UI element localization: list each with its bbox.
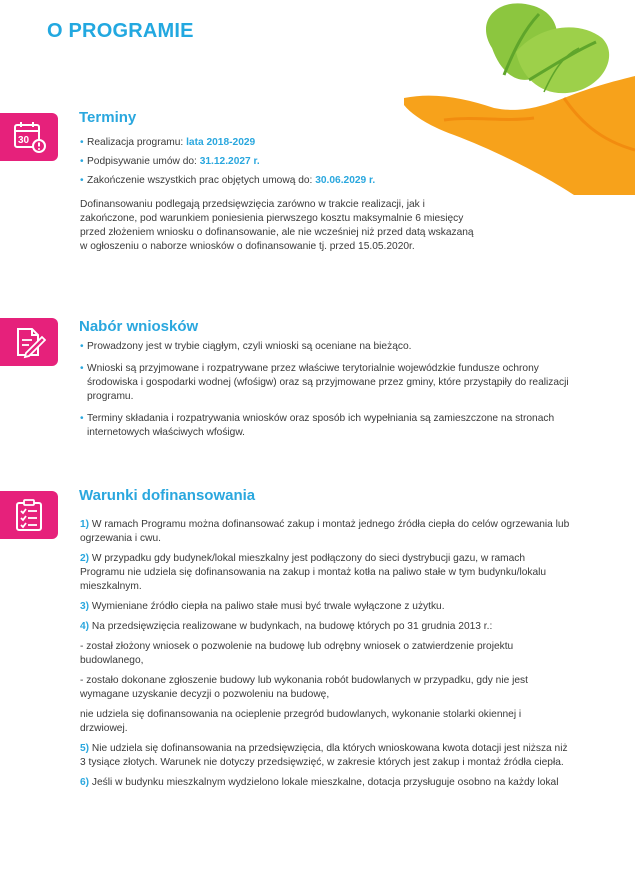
calendar-alert-icon (0, 113, 58, 161)
list-item: 1) W ramach Programu można dofinansować zakup i montaż jednego źródła ciepła do celów ogrzewania lub ogrzewania i cwu. (80, 519, 570, 544)
list-item: 6) Jeśli w budynku mieszkalnym wydzielono lokale mieszkalne, dotacja przysługuje osobno na każdy lokal (80, 777, 559, 788)
list-item: 3) Wymieniane źródło ciepła na paliwo stałe musi być trwale wyłączone z użytku. (80, 601, 445, 612)
warunki-list (80, 518, 570, 796)
list-item: 2) W przypadku gdy budynek/lokal mieszkalny jest podłączony do sieci dystrybucji gazu, w ramach Programu nie udziela się dofinansowania na zakup i montaż kotła na paliwo stałe w tym budynku/lokalu mieszkalnym. (80, 553, 547, 592)
section-title-terminy: Terminy (79, 109, 137, 126)
list-item: nie udziela się dofinansowania na ocieplenie przegród budowlanych, wykonanie stolarki okiennej i drzwiowej. (80, 709, 522, 734)
list-item: • Zakończenie wszystkich prac objętych umową do: 30.06.2029 r. (80, 174, 375, 188)
list-item: 4) Na przedsięwzięcia realizowane w budynkach, na budowę których po 31 grudnia 2013 r.: (80, 621, 493, 632)
list-item: • Wnioski są przyjmowane i rozpatrywane przez właściwe terytorialnie wojewódzkie fundusze ochrony środowiska i gospodarki wodnej (wfośigw) oraz są przyjmowane przez gminy, które przystąpiły do realizacji programu. (80, 362, 570, 404)
section-title-warunki: Warunki dofinansowania (79, 487, 256, 504)
list-item: • Realizacja programu: lata 2018-2029 (80, 136, 375, 150)
section-title-nabor: Nabór wniosków (79, 318, 199, 335)
list-item: • Podpisywanie umów do: 31.12.2027 r. (80, 155, 375, 169)
document-pen-icon (0, 318, 58, 366)
checklist-icon (0, 491, 58, 539)
svg-text:30: 30 (18, 135, 30, 146)
list-item: 5) Nie udziela się dofinansowania na przedsięwzięcia, dla których wnioskowana kwota dotacji jest niższa niż 3 tysiące złotych. Warunek nie dotyczy przedsięwzięć, w zakresie których jest zakup i montaż źródła ciepła. (80, 743, 568, 768)
hand-with-leaves-icon (404, 0, 635, 195)
terminy-list (80, 136, 375, 188)
list-item: • Terminy składania i rozpatrywania wniosków oraz sposób ich wypełniania są zamieszczone na stronach internetowych właściwych wfośigw. (80, 412, 570, 440)
list-item: - zostało dokonane zgłoszenie budowy lub wykonania robót budowlanych w przypadku, gdy nie jest wymagane uzyskanie decyzji o pozwoleniu na budowę, (80, 675, 528, 700)
page-title: O PROGRAMIE (47, 20, 194, 42)
terminy-paragraph: Dofinansowaniu podlegają przedsięwzięcia zarówno w trakcie realizacji, jak i zakończone, pod warunkiem poniesienia pierwszego kosztu maksymalnie 6 miesięcy przed złożeniem wniosku o dofinansowanie, ale nie wcześniej niż przed datą wskazaną w ogłoszeniu o naborze wniosków o dofinansowanie tj. przed 15.05.2020r. (80, 199, 474, 252)
list-item: • Prowadzony jest w trybie ciągłym, czyli wnioski są oceniane na bieżąco. (80, 340, 570, 354)
nabor-list (80, 340, 570, 448)
list-item: - został złożony wniosek o pozwolenie na budowę lub odrębny wniosek o zatwierdzenie projektu budowlanego, (80, 641, 514, 666)
